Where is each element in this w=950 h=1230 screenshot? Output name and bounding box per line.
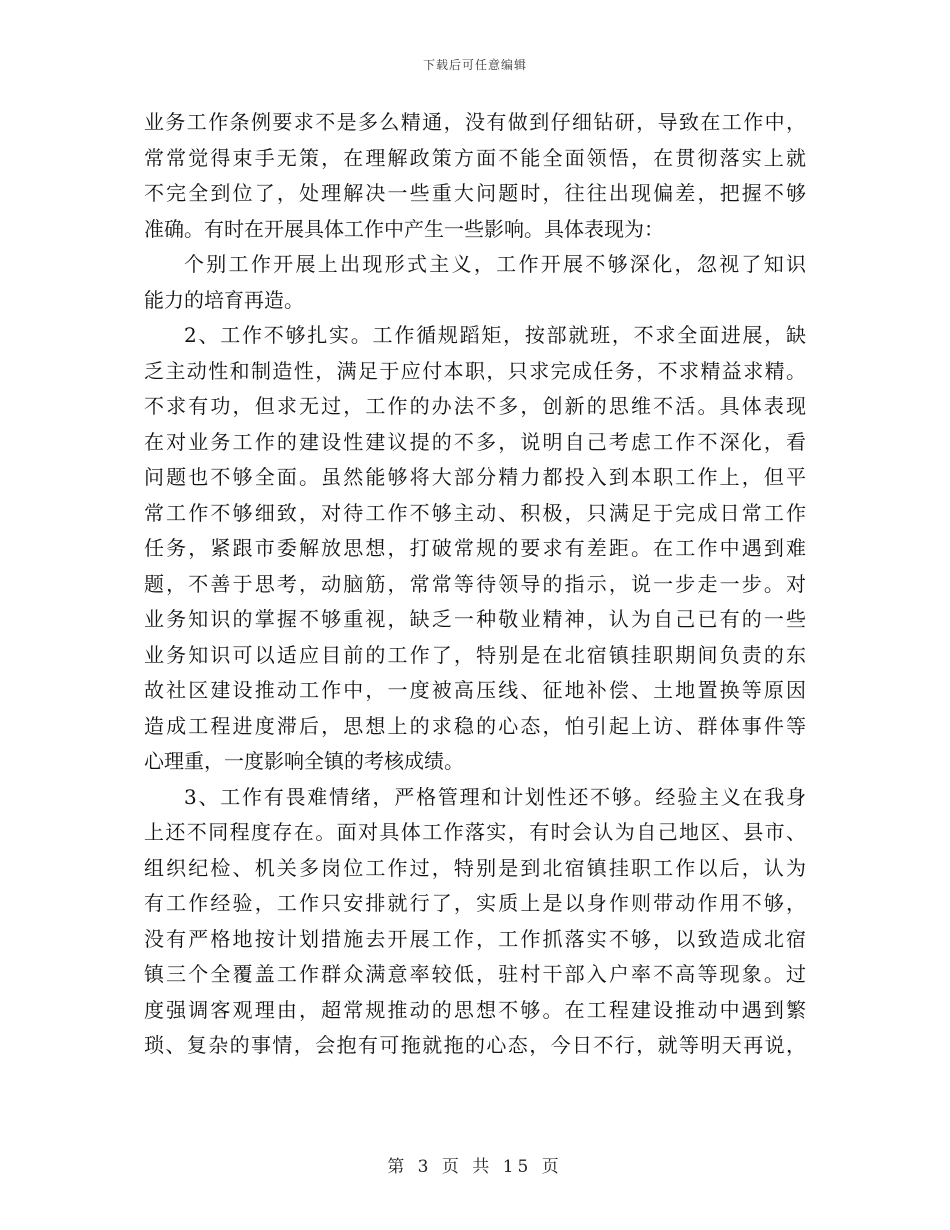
text-line: 常工作不够细致，对待工作不够主动、积极，只满足于完成日常工作: [144, 500, 806, 525]
text-line: 造成工程进度滞后，思想上的求稳的心态，怕引起上访、群体事件等: [144, 713, 806, 738]
text-line: 心理重，一度影响全镇的考核成绩。: [144, 749, 464, 773]
paragraph-1: [144, 105, 806, 247]
text-line: 故社区建设推动工作中，一度被高压线、征地补偿、土地置换等原因: [144, 678, 806, 702]
text-line: 问题也不够全面。虽然能够将大部分精力都投入到本职工作上，但平: [144, 465, 806, 489]
paragraph-2: [144, 247, 806, 318]
text-line: 度强调客观理由，超常规推动的思想不够。在工程建设推动中遇到繁: [144, 997, 806, 1022]
paragraph-4: [144, 780, 806, 1064]
text-line: 琐、复杂的事情，会抱有可拖就拖的心态，今日不行，就等明天再说，: [144, 1033, 806, 1057]
text-line: 镇三个全覆盖工作群众满意率较低，驻村干部入户率不高等现象。过: [144, 962, 806, 986]
page-number-footer: 第 3 页 共 15 页: [387, 1157, 563, 1177]
text-line: 乏主动性和制造性，满足于应付本职，只求完成任务，不求精益求精。: [144, 358, 806, 383]
text-line: 有工作经验，工作只安排就行了，实质上是以身作则带动作用不够，: [144, 891, 806, 915]
text-line: 2、工作不够扎实。工作循规蹈矩，按部就班，不求全面进展，缺: [184, 323, 806, 347]
text-line: 业务知识的掌握不够重视，缺乏一种敬业精神，认为自己已有的一些: [144, 607, 806, 631]
text-line: 没有严格地按计划措施去开展工作，工作抓落实不够，以致造成北宿: [144, 926, 806, 951]
text-line: 3、工作有畏难情绪，严格管理和计划性还不够。经验主义在我身: [184, 784, 806, 809]
text-line: 题，不善于思考，动脑筋，常常等待领导的指示，说一步走一步。对: [144, 571, 806, 596]
paragraph-3: [144, 318, 806, 780]
text-line: 组织纪检、机关多岗位工作过，特别是到北宿镇挂职工作以后，认为: [144, 855, 806, 880]
text-line: 不完全到位了，处理解决一些重大问题时，往往出现偏差，把握不够: [144, 181, 806, 205]
text-line: 不求有功，但求无过，工作的办法不多，创新的思维不活。具体表现: [144, 394, 806, 418]
text-line: 个别工作开展上出现形式主义，工作开展不够深化，忽视了知识: [184, 252, 806, 276]
text-line: 业务知识可以适应目前的工作了，特别是在北宿镇挂职期间负责的东: [144, 642, 806, 667]
text-line: 任务，紧跟市委解放思想，打破常规的要求有差距。在工作中遇到难: [144, 536, 806, 560]
page-header: 下载后可任意编辑: [422, 58, 527, 72]
text-line: 常常觉得束手无策，在理解政策方面不能全面领悟，在贯彻落实上就: [144, 145, 806, 170]
text-line: 准确。有时在开展具体工作中产生一些影响。具体表现为：: [144, 216, 664, 241]
text-line: 上还不同程度存在。面对具体工作落实，有时会认为自己地区、县市、: [144, 820, 806, 844]
text-line: 能力的培育再造。: [144, 287, 304, 312]
text-line: 在对业务工作的建设性建议提的不多，说明自己考虑工作不深化，看: [144, 429, 806, 454]
document-body: [144, 105, 806, 1064]
text-line: 业务工作条例要求不是多么精通，没有做到仔细钻研，导致在工作中，: [144, 110, 806, 134]
